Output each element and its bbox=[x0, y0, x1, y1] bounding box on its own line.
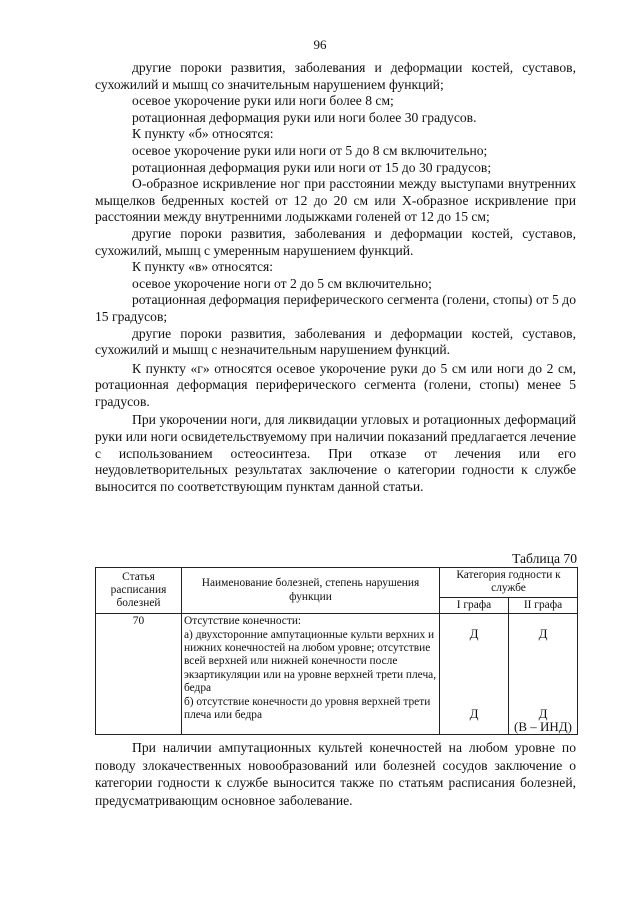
category-a-col1: Д bbox=[469, 626, 479, 642]
header-article: Статья расписания болезней bbox=[96, 568, 182, 614]
paragraph: другие пороки развития, заболевания и деформации костей, суставов, сухожилий и мышц с незначительным нарушением функций. bbox=[95, 325, 576, 358]
paragraph: ротационная деформация руки или ноги более 30 градусов. bbox=[132, 109, 477, 125]
paragraph: осевое укорочение руки или ноги более 8 см; bbox=[132, 93, 394, 109]
header-col2: II графа bbox=[509, 597, 578, 613]
table-70 bbox=[95, 567, 578, 735]
paragraph: К пункту «в» относятся: bbox=[132, 259, 274, 275]
paragraph: О-образное искривление ног при расстоянии между выступами внутренних мыщелков бедренных костей от 12 до 20 см или Х-образное искривление при расстоянии между внутренними лодыжками голеней от 12 до 15 см; bbox=[95, 176, 576, 225]
row-name bbox=[182, 614, 440, 735]
row-item-a: а) двухсторонние ампутационные культи верхних и нижних конечностей на любом уровне; отсутствие всей верхней или нижней конечности после экзартикуляции или на уровне верхней трети плеча, бедра bbox=[184, 628, 437, 695]
page-number: 96 bbox=[313, 37, 327, 52]
paragraph: К пункту «г» относятся осевое укорочение руки до 5 см или ноги до 2 см, ротационная деформация периферического сегмента (голени, стопы) менее 5 градусов. bbox=[95, 360, 576, 409]
paragraph: ротационная деформация периферического сегмента (голени, стопы) от 5 до 15 градусов; bbox=[95, 292, 576, 324]
table-row bbox=[96, 614, 578, 735]
row-heading: Отсутствие конечности: bbox=[184, 615, 302, 628]
paragraph: При укорочении ноги, для ликвидации угловых и ротационных деформаций руки или ноги освидетельствуемому при наличии показаний предлагается лечение с использованием остеосинтеза. При отказе от лечения или его неудовлетворительных результатах заключение о категории годности к службе выносится по соответствующим пунктам данной статьи. bbox=[95, 412, 576, 494]
paragraph: другие пороки развития, заболевания и деформации костей, суставов, сухожилий, мышц с умеренным нарушением функций. bbox=[95, 225, 576, 258]
row-item-b: б) отсутствие конечности до уровня верхней трети плеча или бедра bbox=[184, 695, 431, 722]
category-b-col2-note: (В – ИНД) bbox=[514, 719, 572, 735]
category-a-col2: Д bbox=[538, 626, 548, 642]
row-article: 70 bbox=[96, 614, 182, 735]
paragraph: другие пороки развития, заболевания и деформации костей, суставов, сухожилий и мышц со значительным нарушением функций; bbox=[95, 60, 576, 92]
paragraph: осевое укорочение ноги от 2 до 5 см включительно; bbox=[132, 275, 432, 291]
header-name: Наименование болезней, степень нарушения функции bbox=[182, 568, 440, 614]
category-b-col1: Д bbox=[469, 705, 479, 721]
paragraph: ротационная деформация руки или ноги от 15 до 30 градусов; bbox=[132, 159, 492, 175]
row-col1 bbox=[440, 614, 509, 735]
table-caption: Таблица 70 bbox=[512, 551, 577, 566]
paragraph: К пункту «б» относятся: bbox=[132, 126, 274, 142]
header-category: Категория годности к службе bbox=[440, 568, 578, 598]
row-col2 bbox=[509, 614, 578, 735]
final-paragraph: При наличии ампутационных культей конечностей на любом уровне по поводу злокачественных новообразований или болезней сосудов заключение о категории годности к службе выносится также по статьям расписания болезней, предусматривающим основное заболевание. bbox=[95, 740, 576, 808]
category-b-col2: Д bbox=[538, 705, 548, 721]
table-header-row bbox=[96, 568, 578, 598]
header-col1: I графа bbox=[440, 597, 509, 613]
final-text bbox=[95, 739, 576, 809]
body-text bbox=[95, 60, 576, 495]
paragraph: осевое укорочение руки или ноги от 5 до 8 см включительно; bbox=[132, 142, 488, 158]
